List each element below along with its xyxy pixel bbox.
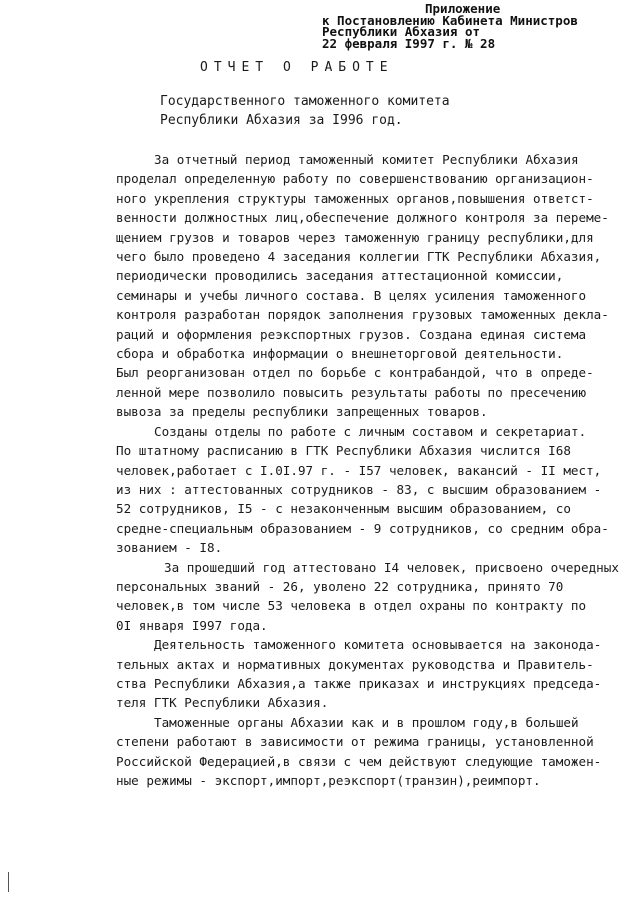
annex-label: Приложение (425, 1, 501, 16)
body-line: проделал определенную работу по совершенствованию организацион- (116, 171, 594, 187)
body-line: ленной мере позволило повысить результаты работы по пресечению (116, 384, 587, 400)
body-line: За отчетный период таможенный комитет Республики Абхазия (154, 152, 579, 167)
body-line: ного укрепления структуры таможенных органов,повышения ответст- (116, 190, 594, 206)
annex-line-2: Республики Абхазия от (322, 24, 481, 39)
report-subtitle (160, 92, 450, 130)
body-line: щением грузов и товаров через таможенную границу республики,для (116, 229, 594, 245)
body-line: По штатному расписанию в ГТК Республики Абхазия числится I68 (116, 443, 571, 459)
body-line: зованием - I8. (116, 540, 223, 556)
body-line: раций и оформления реэкспортных грузов. Создана единая система (116, 326, 587, 342)
body-line: семинары и учебы личного состава. В целях усиления таможенного (116, 287, 587, 303)
body-line: Российской Федерацией,в связи с чем действуют следующие таможен- (116, 753, 602, 769)
annex-header (322, 3, 634, 49)
body-line: чего было проведено 4 заседания коллегии ГТК Республики Абхазия, (116, 249, 602, 265)
body-line: 52 сотрудников, I5 - с незаконченным высшим образованием, со (116, 501, 571, 517)
annex-line-1: к Постановлению Кабинета Министров (322, 12, 578, 28)
body-line: человек,работает с I.0I.97 г. - I57 человек, вакансий - II мест, (116, 462, 602, 478)
report-body (116, 150, 619, 790)
body-line: Деятельность таможенного комитета основывается на законода- (154, 637, 602, 653)
body-line: ные режимы - экспорт,импорт,реэкспорт(транзин),реимпорт. (116, 773, 541, 788)
body-line: 0I января I997 года. (116, 617, 268, 633)
body-line: из них : аттестованных сотрудников - 83, с высшим образованием - (116, 481, 602, 497)
body-line: тельных актах и нормативных документах руководства и Правитель- (116, 656, 594, 672)
margin-mark (8, 872, 9, 892)
body-line: теля ГТК Республики Абхазия. (116, 695, 329, 711)
body-line: За прошедший год аттестовано I4 человек, присвоено очередных (164, 559, 619, 575)
body-line: Таможенные органы Абхазии как и в прошлом году,в большей (154, 714, 579, 730)
body-line: Созданы отделы по работе с личным составом и секретариат. (154, 423, 587, 439)
body-line: средне-специальным образованием - 9 сотрудников, со средним обра- (116, 520, 609, 536)
body-line: вывоза за пределы республики запрещенных товаров. (116, 404, 488, 420)
body-line: Был реорганизован отдел по борьбе с контрабандой, что в опреде- (116, 365, 594, 381)
body-line: венности должностных лиц,обеспечение должного контроля за переме- (116, 210, 609, 226)
annex-line-3: 22 февраля I997 г. № 28 (322, 35, 496, 51)
body-line: персональных званий - 26, уволено 22 сотрудника, принято 70 (116, 578, 564, 594)
body-line: сбора и обработка информации о внешнеторговой деятельности. (116, 346, 564, 362)
body-line: степени работают в зависимости от режима границы, установленной (116, 734, 594, 750)
report-title: ОТЧЕТ О РАБОТЕ (200, 60, 394, 75)
subtitle-line-1: Государственного таможенного комитета (160, 94, 450, 109)
body-line: контроля разработан порядок заполнения грузовых таможенных декла- (116, 307, 609, 323)
body-line: периодически проводились заседания аттестационной комиссии, (116, 268, 564, 284)
body-line: человек,в том числе 53 человека в отдел охраны по контракту по (116, 598, 587, 614)
body-line: ства Республики Абхазия,а также приказах и инструкциях председа- (116, 675, 602, 691)
subtitle-line-2: Республики Абхазия за I996 год. (160, 113, 403, 128)
